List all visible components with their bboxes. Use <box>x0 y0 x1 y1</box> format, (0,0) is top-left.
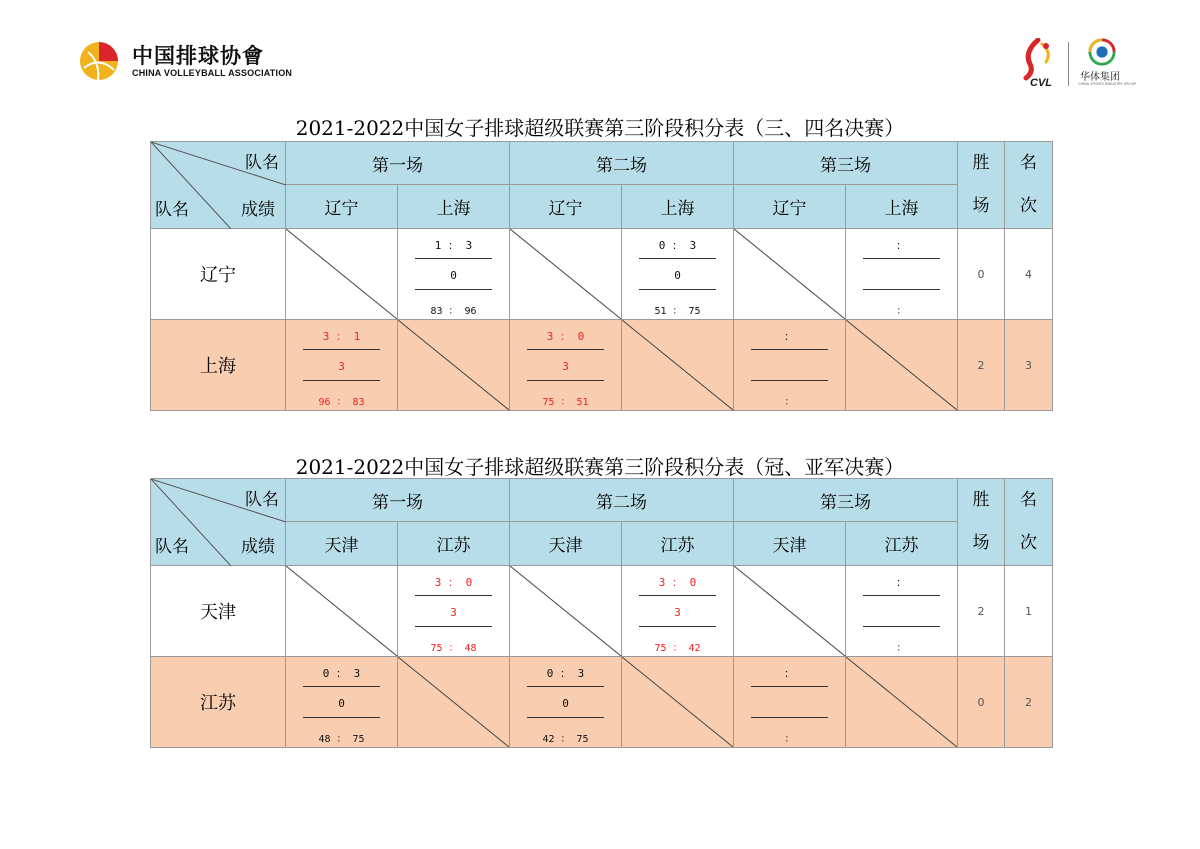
wins-value: 0 <box>958 229 1005 320</box>
sub-team: 天津 <box>286 522 398 566</box>
sub-team: 上海 <box>398 185 510 229</box>
wins-header <box>958 479 1005 566</box>
match-header: 第一场 <box>286 142 510 185</box>
row-team: 辽宁 <box>151 229 286 320</box>
match-header: 第一场 <box>286 479 510 522</box>
score-total: 48 ： 75 <box>318 734 365 745</box>
score-total: 83 ： 96 <box>430 306 477 317</box>
corner-header <box>151 479 286 566</box>
wins-value: 2 <box>958 320 1005 411</box>
huati-logo <box>1078 38 1137 90</box>
wins-header <box>958 142 1005 229</box>
score-points: 3 <box>674 606 681 619</box>
diagonal-cell <box>398 657 510 748</box>
row-team: 天津 <box>151 566 286 657</box>
sub-team: 江苏 <box>622 522 734 566</box>
score-sets: ： <box>784 667 795 680</box>
score-points: 3 <box>450 606 457 619</box>
score-total: ： <box>784 397 795 408</box>
logo-separator <box>1068 42 1069 86</box>
wins-value: 2 <box>958 566 1005 657</box>
corner-team-left: 队名 <box>155 537 189 557</box>
diagonal-cell <box>286 229 398 320</box>
score-cell <box>286 320 398 411</box>
rank-label: 名次 <box>1020 490 1037 553</box>
score-sets: 3 ： 0 <box>658 576 697 589</box>
table-title: 2021-2022中国女子排球超级联赛第三阶段积分表（冠、亚军决赛） <box>295 455 905 479</box>
wins-label: 胜场 <box>972 153 990 216</box>
diagonal-cell <box>510 229 622 320</box>
rank-value: 3 <box>1005 320 1053 411</box>
rank-value: 4 <box>1005 229 1053 320</box>
score-sets: 0 ： 3 <box>546 667 585 680</box>
diagonal-cell <box>734 566 846 657</box>
match-header: 第二场 <box>510 142 734 185</box>
volleyball-emblem-icon <box>78 40 120 82</box>
cva-logo-en: CHINA VOLLEYBALL ASSOCIATION <box>132 68 293 78</box>
diagonal-cell <box>622 320 734 411</box>
table-row <box>151 566 1053 657</box>
score-sets: ： <box>784 330 795 343</box>
diagonal-cell <box>398 320 510 411</box>
diagonal-cell <box>622 657 734 748</box>
score-cell <box>622 566 734 657</box>
sub-team: 辽宁 <box>734 185 846 229</box>
diagonal-cell <box>286 566 398 657</box>
match-header: 第三场 <box>734 142 958 185</box>
score-cell <box>398 229 510 320</box>
score-total: 51 ： 75 <box>654 306 701 317</box>
diagonal-cell <box>734 229 846 320</box>
score-points: 0 <box>450 269 457 282</box>
score-total: 42 ： 75 <box>542 734 589 745</box>
score-cell <box>622 229 734 320</box>
wins-value: 0 <box>958 657 1005 748</box>
score-sets: ： <box>896 239 907 252</box>
score-points: 3 <box>338 360 345 373</box>
score-total: 96 ： 83 <box>318 397 365 408</box>
diagonal-cell <box>510 566 622 657</box>
standings-table <box>150 141 1053 411</box>
huati-sub: CHINA SPORTS INDUSTRY GROUP <box>1078 82 1137 86</box>
match-header: 第三场 <box>734 479 958 522</box>
rank-value: 2 <box>1005 657 1053 748</box>
score-sets: 0 ： 3 <box>322 667 361 680</box>
score-total: ： <box>784 734 795 745</box>
score-sets: 3 ： 0 <box>546 330 585 343</box>
score-sets: 3 ： 0 <box>434 576 473 589</box>
table-row <box>151 229 1053 320</box>
corner-team-top: 队名 <box>245 490 279 510</box>
score-total: ： <box>896 306 907 317</box>
score-points: 0 <box>562 697 569 710</box>
score-points: 0 <box>674 269 681 282</box>
row-team: 上海 <box>151 320 286 411</box>
score-cell <box>734 320 846 411</box>
score-cell <box>734 657 846 748</box>
table-row <box>151 657 1053 748</box>
score-cell <box>398 566 510 657</box>
score-sets: 1 ： 3 <box>434 239 473 252</box>
score-sets: 0 ： 3 <box>658 239 697 252</box>
sub-team: 江苏 <box>846 522 958 566</box>
sub-team: 上海 <box>622 185 734 229</box>
corner-header <box>151 142 286 229</box>
rank-label: 名次 <box>1020 153 1037 216</box>
cvl-logo-icon <box>1016 38 1060 88</box>
wins-label: 胜场 <box>972 490 990 553</box>
score-total: 75 ： 48 <box>430 643 477 654</box>
score-total: 75 ： 51 <box>542 397 589 408</box>
table-title: 2021-2022中国女子排球超级联赛第三阶段积分表（三、四名决赛） <box>295 116 905 140</box>
rank-header <box>1005 479 1053 566</box>
score-points: 3 <box>562 360 569 373</box>
corner-result: 成绩 <box>241 200 275 220</box>
score-total: 75 ： 42 <box>654 643 701 654</box>
rank-header <box>1005 142 1053 229</box>
corner-team-left: 队名 <box>155 200 189 220</box>
sub-team: 上海 <box>846 185 958 229</box>
corner-team-top: 队名 <box>245 153 279 173</box>
score-points: 0 <box>338 697 345 710</box>
huati-emblem-icon <box>1088 38 1116 66</box>
sub-team: 辽宁 <box>286 185 398 229</box>
table-row <box>151 320 1053 411</box>
score-sets: ： <box>896 576 907 589</box>
score-cell <box>846 566 958 657</box>
cva-logo-cn: 中国排球协會 <box>132 44 264 68</box>
diagonal-cell <box>846 320 958 411</box>
sub-team: 辽宁 <box>510 185 622 229</box>
sub-team: 江苏 <box>398 522 510 566</box>
score-cell <box>846 229 958 320</box>
cvl-text: CVL <box>1030 77 1052 88</box>
huati-name: 华体集团 <box>1080 72 1120 83</box>
score-cell <box>286 657 398 748</box>
match-header: 第二场 <box>510 479 734 522</box>
cva-logo <box>78 38 293 84</box>
score-sets: 3 ： 1 <box>322 330 361 343</box>
score-cell <box>510 320 622 411</box>
rank-value: 1 <box>1005 566 1053 657</box>
score-cell <box>510 657 622 748</box>
corner-result: 成绩 <box>241 537 275 557</box>
score-total: ： <box>896 643 907 654</box>
sponsor-logos <box>1010 38 1137 90</box>
standings-table <box>150 478 1053 748</box>
sub-team: 天津 <box>510 522 622 566</box>
diagonal-cell <box>846 657 958 748</box>
row-team: 江苏 <box>151 657 286 748</box>
sub-team: 天津 <box>734 522 846 566</box>
